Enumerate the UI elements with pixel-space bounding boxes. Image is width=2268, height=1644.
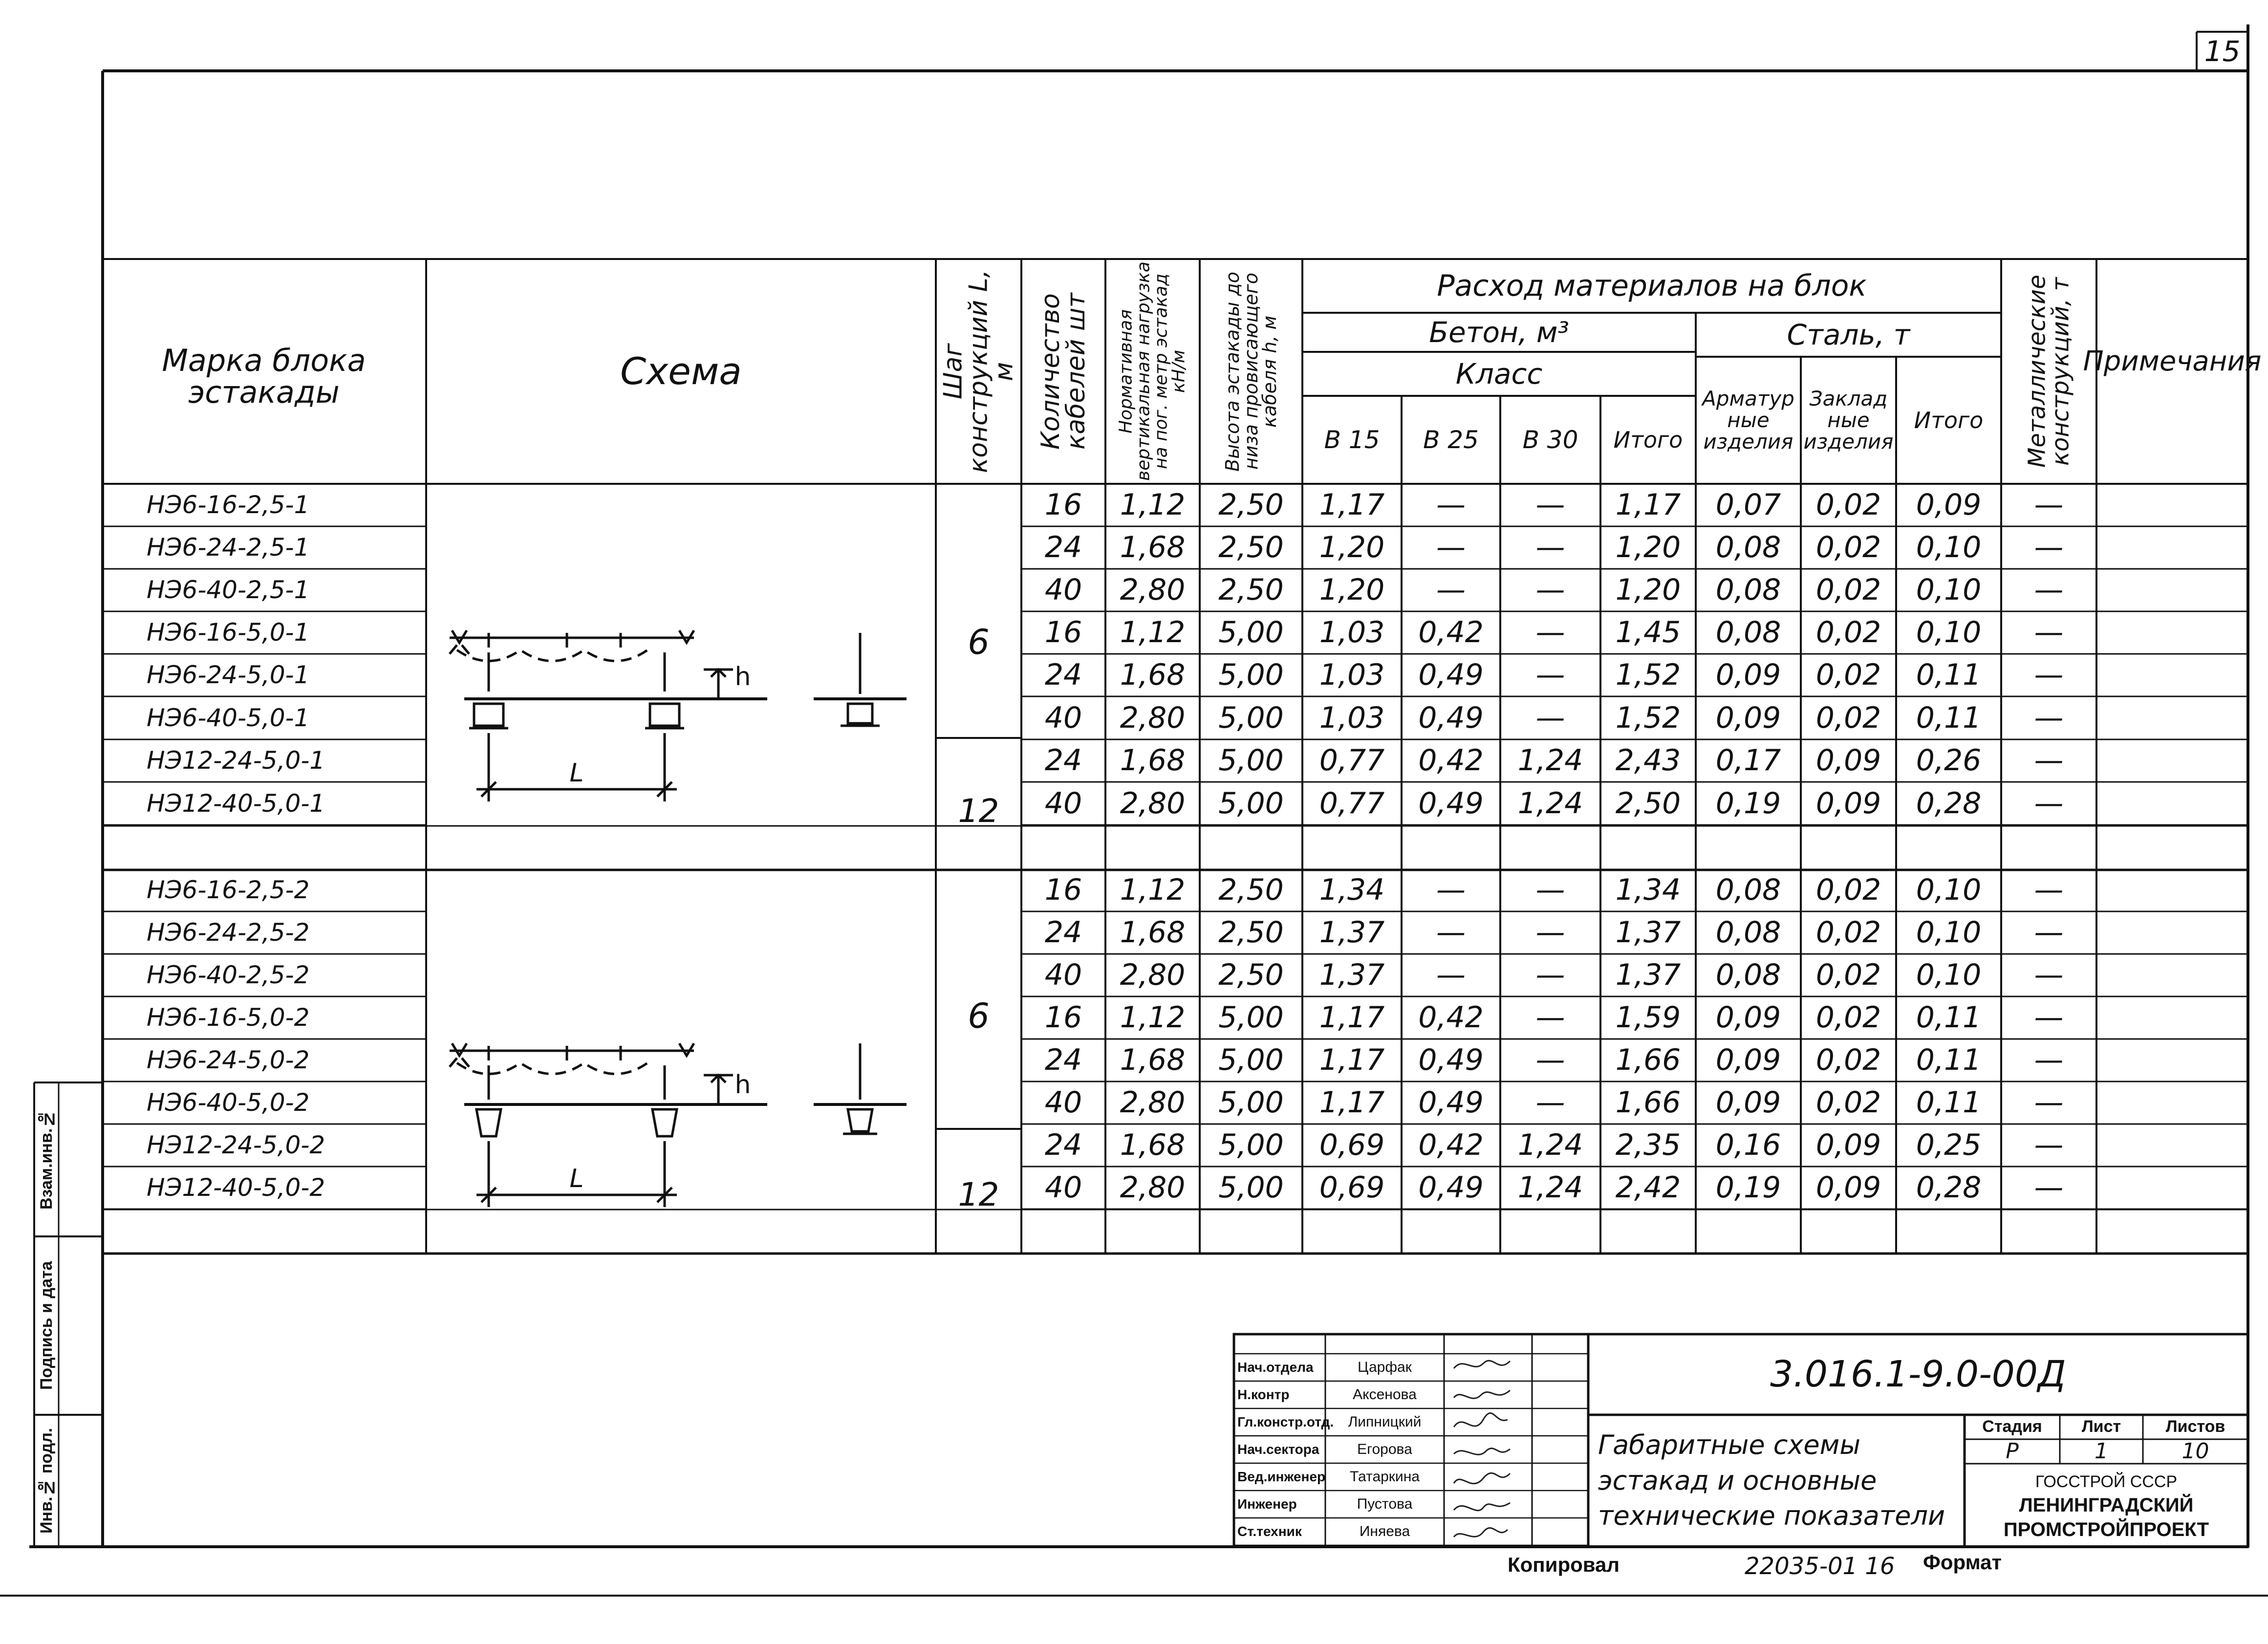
cell-met: — — [2034, 488, 2064, 522]
cell-it: 2,42 — [1615, 1170, 1681, 1205]
cell-load: 1,12 — [1120, 488, 1186, 522]
cell-reb: 0,16 — [1715, 1128, 1781, 1162]
cell-h: 2,50 — [1218, 530, 1284, 564]
cell-b15: 0,77 — [1319, 786, 1385, 821]
cell-cab: 40 — [1044, 700, 1082, 735]
cell-b15: 1,20 — [1319, 530, 1385, 564]
cell-emb: 0,02 — [1815, 658, 1881, 692]
scheme2-h-label: h — [734, 1070, 751, 1100]
cell-it — [1600, 1209, 1696, 1255]
cell-load: 2,80 — [1120, 1085, 1186, 1120]
side-inv-sub: Инв.№ подл. — [37, 1428, 56, 1534]
cell-cab: 24 — [1044, 530, 1082, 564]
cell-st: 0,28 — [1916, 786, 1982, 821]
cell-emb: 0,02 — [1815, 1000, 1881, 1035]
cell-reb — [1696, 825, 1801, 869]
cell-h: 2,50 — [1218, 573, 1284, 607]
cell-b15: 1,37 — [1319, 958, 1385, 992]
cell-emb: 0,02 — [1815, 700, 1881, 735]
cell-met: — — [2034, 1128, 2064, 1162]
cell-b25: — — [1436, 915, 1466, 950]
cell-mark: НЭ6-24-5,0-2 — [147, 1046, 310, 1075]
cell-b25: 0,42 — [1418, 1128, 1484, 1162]
cell-cab: 24 — [1044, 743, 1082, 778]
cell-b30: — — [1535, 530, 1565, 564]
cell-it: 2,35 — [1615, 1128, 1681, 1162]
cell-b25 — [1402, 825, 1500, 869]
cell-cab: 24 — [1044, 658, 1082, 692]
step-group-4: 12 — [958, 1176, 999, 1214]
cell-emb: 0,02 — [1815, 1085, 1881, 1120]
cell-b30: — — [1535, 958, 1565, 992]
cell-b25: — — [1436, 873, 1466, 907]
cell-b15: 1,34 — [1319, 873, 1385, 907]
cell-reb: 0,19 — [1715, 1170, 1781, 1205]
cell-b30: 1,24 — [1517, 743, 1583, 778]
cell-load: 2,80 — [1120, 958, 1186, 992]
cell-reb: 0,08 — [1715, 530, 1781, 564]
cell-mark: НЭ12-24-5,0-1 — [147, 746, 325, 775]
cell-reb: 0,08 — [1715, 915, 1781, 950]
signature-role: Н.контр — [1237, 1387, 1290, 1403]
cell-emb — [1801, 1209, 1896, 1255]
header-embed: Закладные изделия — [1803, 386, 1894, 454]
cell-mark — [147, 1209, 426, 1255]
cell-st: 0,09 — [1916, 488, 1982, 522]
cell-it: 1,59 — [1615, 1000, 1681, 1035]
cell-h: 5,00 — [1218, 1128, 1284, 1162]
cell-st: 0,10 — [1916, 615, 1982, 649]
cell-load: 2,80 — [1120, 573, 1186, 607]
cell-b15: 1,03 — [1319, 658, 1385, 692]
cell-emb: 0,02 — [1815, 615, 1881, 649]
cell-st: 0,10 — [1916, 573, 1982, 607]
cell-mark: НЭ12-40-5,0-2 — [147, 1173, 325, 1202]
cell-h: 2,50 — [1218, 915, 1284, 950]
cell-mark: НЭ6-16-2,5-1 — [147, 491, 310, 519]
cell-met: — — [2034, 958, 2064, 992]
cell-b25: — — [1436, 958, 1466, 992]
cell-b15: 1,37 — [1319, 915, 1385, 950]
cell-cab: 16 — [1044, 873, 1082, 907]
cell-b25: 0,49 — [1418, 700, 1484, 735]
cell-load — [1105, 1209, 1200, 1255]
cell-cab: 16 — [1044, 615, 1082, 649]
header-rebar: Арматурные изделия — [1702, 386, 1794, 454]
cell-mark: НЭ6-40-5,0-1 — [147, 703, 310, 732]
cell-b25: 0,42 — [1418, 615, 1484, 649]
cell-b15: 1,03 — [1319, 700, 1385, 735]
cell-b30: — — [1535, 1085, 1565, 1120]
header-itogo: Итого — [1613, 426, 1683, 453]
header-b30: В 30 — [1522, 425, 1578, 454]
cell-mark: НЭ6-24-2,5-2 — [147, 918, 310, 947]
cell-emb: 0,09 — [1815, 1128, 1881, 1162]
cell-mark: НЭ12-40-5,0-1 — [147, 789, 325, 818]
step-group-2: 12 — [958, 792, 999, 830]
cell-reb: 0,17 — [1715, 743, 1781, 778]
cell-met: — — [2034, 743, 2064, 778]
cell-b15: 0,69 — [1319, 1128, 1385, 1162]
cell-b30: 1,24 — [1517, 1170, 1583, 1205]
step-group-3: 6 — [968, 996, 990, 1037]
header-height: Высота эстакады до низа провисающего кабеля h, м — [1222, 271, 1280, 472]
cell-it: 2,43 — [1615, 743, 1681, 778]
cell-b15: 1,03 — [1319, 615, 1385, 649]
header-b15: В 15 — [1324, 425, 1380, 454]
org-line-1: ГОССТРОЙ СССР — [2035, 1472, 2178, 1491]
cell-mark: НЭ6-16-5,0-1 — [147, 618, 310, 647]
cell-reb: 0,19 — [1715, 786, 1781, 821]
header-scheme: Схема — [620, 349, 742, 393]
cell-emb — [1801, 825, 1896, 869]
cell-b15 — [1302, 825, 1402, 869]
scheme1-h-label: h — [734, 662, 751, 692]
org-line-3: ПРОМСТРОЙПРОЕКТ — [2003, 1519, 2209, 1540]
cell-b25: 0,42 — [1418, 1000, 1484, 1035]
cell-reb: 0,08 — [1715, 573, 1781, 607]
cell-emb: 0,09 — [1815, 786, 1881, 821]
cell-it: 1,17 — [1615, 488, 1681, 522]
cell-b15: 0,69 — [1319, 1170, 1385, 1205]
header-concrete: Бетон, м³ — [1429, 315, 1569, 349]
cell-st — [1896, 1209, 2001, 1255]
cell-b30: — — [1535, 700, 1565, 735]
copied-label: Копировал — [1508, 1553, 1620, 1577]
cell-cab: 16 — [1044, 488, 1082, 522]
cell-b25: 0,49 — [1418, 1043, 1484, 1077]
cell-b30: — — [1535, 915, 1565, 950]
cell-mark: НЭ6-40-2,5-1 — [147, 576, 310, 605]
cell-b30: — — [1535, 873, 1565, 907]
cell-cab: 40 — [1044, 958, 1082, 992]
signature-name: Аксенова — [1353, 1386, 1417, 1403]
cell-cab: 24 — [1044, 1128, 1082, 1162]
cell-h: 5,00 — [1218, 615, 1284, 649]
cell-h: 5,00 — [1218, 1085, 1284, 1120]
cell-cab: 40 — [1044, 1085, 1082, 1120]
cell-cab: 24 — [1044, 915, 1082, 950]
cell-emb: 0,02 — [1815, 873, 1881, 907]
cell-st: 0,10 — [1916, 873, 1982, 907]
cell-h: 2,50 — [1218, 958, 1284, 992]
cell-b25: — — [1436, 488, 1466, 522]
cell-it: 1,66 — [1615, 1085, 1681, 1120]
cell-met: — — [2034, 700, 2064, 735]
cell-cab: 40 — [1044, 573, 1082, 607]
cell-b30: — — [1535, 573, 1565, 607]
signature-name: Царфак — [1358, 1359, 1412, 1376]
cell-load: 1,12 — [1120, 1000, 1186, 1035]
cell-st: 0,10 — [1916, 530, 1982, 564]
sheet-label: Лист — [2081, 1417, 2121, 1436]
cell-met: — — [2034, 1043, 2064, 1077]
cell-b30: — — [1535, 488, 1565, 522]
cell-met: — — [2034, 1170, 2064, 1205]
cell-st: 0,25 — [1916, 1128, 1982, 1162]
header-step: Шаг конструкций L, м — [938, 269, 1019, 474]
signature-name: Егорова — [1357, 1441, 1412, 1458]
cell-st: 0,11 — [1916, 700, 1982, 735]
cell-reb: 0,09 — [1715, 1085, 1781, 1120]
cell-cab: 40 — [1044, 786, 1082, 821]
cell-b30 — [1500, 825, 1600, 869]
cell-emb: 0,09 — [1815, 1170, 1881, 1205]
cell-st: 0,10 — [1916, 915, 1982, 950]
header-mark: Марка блока эстакады — [162, 342, 366, 410]
cell-met: — — [2034, 1000, 2064, 1035]
cell-b15: 1,17 — [1319, 1043, 1385, 1077]
org-line-2: ЛЕНИНГРАДСКИЙ — [2019, 1494, 2194, 1516]
cell-it: 1,34 — [1615, 873, 1681, 907]
cell-it: 2,50 — [1615, 786, 1681, 821]
cell-h: 5,00 — [1218, 1170, 1284, 1205]
signature-name: Иняева — [1359, 1523, 1410, 1540]
cell-met: — — [2034, 1085, 2064, 1120]
cell-h: 5,00 — [1218, 658, 1284, 692]
cell-b30: — — [1535, 615, 1565, 649]
cell-st: 0,11 — [1916, 1043, 1982, 1077]
cell-b25 — [1402, 1209, 1500, 1255]
cell-b30: — — [1535, 1000, 1565, 1035]
cell-h: 5,00 — [1218, 786, 1284, 821]
cell-b15: 0,77 — [1319, 743, 1385, 778]
signature-role: Вед.инженер — [1237, 1469, 1326, 1485]
cell-b15: 1,17 — [1319, 1000, 1385, 1035]
cell-load: 1,12 — [1120, 615, 1186, 649]
cell-b15: 1,20 — [1319, 573, 1385, 607]
cell-cab: 16 — [1044, 1000, 1082, 1035]
cell-emb: 0,02 — [1815, 1043, 1881, 1077]
header-class: Класс — [1455, 357, 1543, 390]
cell-mark: НЭ6-16-2,5-2 — [147, 876, 310, 905]
signature-name: Липницкий — [1348, 1414, 1422, 1430]
cell-h: 5,00 — [1218, 700, 1284, 735]
cell-reb: 0,08 — [1715, 958, 1781, 992]
cell-cab: 40 — [1044, 1170, 1082, 1205]
cell-reb: 0,08 — [1715, 873, 1781, 907]
cell-b30: 1,24 — [1517, 786, 1583, 821]
cell-st: 0,26 — [1916, 743, 1982, 778]
cell-load: 1,12 — [1120, 873, 1186, 907]
cell-it: 1,45 — [1615, 615, 1681, 649]
sheets-label: Листов — [2165, 1417, 2225, 1436]
cell-met: — — [2034, 873, 2064, 907]
cell-met: — — [2034, 786, 2064, 821]
cell-met: — — [2034, 573, 2064, 607]
cell-mark: НЭ6-40-2,5-2 — [147, 961, 310, 990]
signature-name: Пустова — [1357, 1496, 1413, 1513]
header-metal: Металлические конструкций, т — [2023, 275, 2074, 468]
scheme1-L-label: L — [569, 758, 584, 788]
cell-b25: — — [1436, 573, 1466, 607]
cell-b30: — — [1535, 658, 1565, 692]
cell-emb: 0,09 — [1815, 743, 1881, 778]
cell-it: 1,37 — [1615, 958, 1681, 992]
cell-st: 0,11 — [1916, 1000, 1982, 1035]
signature-role: Гл.констр.отд. — [1237, 1414, 1334, 1430]
cell-h: 5,00 — [1218, 1043, 1284, 1077]
cell-b25: 0,49 — [1418, 658, 1484, 692]
stage-value: Р — [2006, 1438, 2019, 1464]
sheets-value: 10 — [2182, 1438, 2209, 1464]
header-load: Нормативная вертикальная нагрузка на пог. метр эстакад кН/м — [1116, 261, 1189, 481]
cell-met: — — [2034, 615, 2064, 649]
signature-role: Инженер — [1237, 1496, 1297, 1512]
signature-role: Ст.техник — [1237, 1524, 1302, 1539]
cell-it: 1,52 — [1615, 700, 1681, 735]
cell-emb: 0,02 — [1815, 958, 1881, 992]
cell-mark: НЭ6-24-5,0-1 — [147, 661, 310, 690]
cell-load: 1,68 — [1120, 1043, 1186, 1077]
doc-title: Габаритные схемы эстакад и основные технические показатели — [1598, 1429, 1945, 1532]
cell-met: — — [2034, 915, 2064, 950]
cell-met — [2001, 825, 2096, 869]
header-steel-itogo: Итого — [1914, 407, 1984, 433]
cell-emb: 0,02 — [1815, 915, 1881, 950]
cell-met: — — [2034, 658, 2064, 692]
cell-h: 2,50 — [1218, 488, 1284, 522]
cell-emb: 0,02 — [1815, 573, 1881, 607]
cell-h — [1200, 1209, 1302, 1255]
cell-b15 — [1302, 1209, 1402, 1255]
cell-b15: 1,17 — [1319, 1085, 1385, 1120]
header-b25: В 25 — [1423, 425, 1479, 454]
cell-reb: 0,09 — [1715, 700, 1781, 735]
format-label: Формат — [1923, 1551, 2002, 1574]
cell-b25: 0,49 — [1418, 1170, 1484, 1205]
cell-mark: НЭ6-24-2,5-1 — [147, 533, 310, 562]
cell-cab — [1021, 1209, 1105, 1255]
cell-h: 5,00 — [1218, 1000, 1284, 1035]
cell-emb: 0,02 — [1815, 530, 1881, 564]
cell-it: 1,52 — [1615, 658, 1681, 692]
cell-mark: НЭ6-16-5,0-2 — [147, 1003, 310, 1032]
cell-st: 0,10 — [1916, 958, 1982, 992]
stage-label: Стадия — [1982, 1417, 2042, 1436]
cell-h — [1200, 825, 1302, 869]
cell-st: 0,11 — [1916, 1085, 1982, 1120]
doc-code: 3.016.1-9.0-00Д — [1770, 1353, 2066, 1395]
header-notes: Примечания — [2083, 345, 2262, 377]
cell-reb: 0,07 — [1715, 488, 1781, 522]
step-group-1: 6 — [968, 622, 990, 663]
cell-it: 1,37 — [1615, 915, 1681, 950]
cell-load: 1,68 — [1120, 743, 1186, 778]
scheme2-L-label: L — [569, 1164, 584, 1194]
header-consumption: Расход материалов на блок — [1437, 268, 1867, 303]
cell-b15: 1,17 — [1319, 488, 1385, 522]
signature-role: Нач.сектора — [1237, 1442, 1319, 1457]
cell-b25: 0,42 — [1418, 743, 1484, 778]
signature-name: Татаркина — [1350, 1469, 1420, 1485]
cell-reb: 0,09 — [1715, 1000, 1781, 1035]
cell-load: 1,68 — [1120, 658, 1186, 692]
cell-b25: 0,49 — [1418, 786, 1484, 821]
cell-cab: 24 — [1044, 1043, 1082, 1077]
cell-it: 1,20 — [1615, 530, 1681, 564]
cell-b30 — [1500, 1209, 1600, 1255]
cell-load: 1,68 — [1120, 915, 1186, 950]
header-cables: Количество кабелей шт — [1036, 293, 1091, 450]
cell-st: 0,28 — [1916, 1170, 1982, 1205]
cell-reb: 0,09 — [1715, 658, 1781, 692]
cell-load: 2,80 — [1120, 786, 1186, 821]
cell-it — [1600, 825, 1696, 869]
cell-mark — [147, 825, 426, 869]
header-steel: Сталь, т — [1787, 318, 1910, 351]
cell-met: — — [2034, 530, 2064, 564]
cell-load: 2,80 — [1120, 700, 1186, 735]
cell-load: 2,80 — [1120, 1170, 1186, 1205]
cell-load — [1105, 825, 1200, 869]
cell-h: 5,00 — [1218, 743, 1284, 778]
cell-reb: 0,08 — [1715, 615, 1781, 649]
cell-emb: 0,02 — [1815, 488, 1881, 522]
cell-b25: — — [1436, 530, 1466, 564]
signature-role: Нач.отдела — [1237, 1360, 1314, 1375]
cell-st: 0,11 — [1916, 658, 1982, 692]
side-sign-date: Подпись и дата — [37, 1261, 56, 1390]
cell-h: 2,50 — [1218, 873, 1284, 907]
cell-reb — [1696, 1209, 1801, 1255]
sheet-number: 15 — [2204, 34, 2241, 68]
cell-b25: 0,49 — [1418, 1085, 1484, 1120]
cell-cab — [1021, 825, 1105, 869]
cell-b30: — — [1535, 1043, 1565, 1077]
cell-load: 1,68 — [1120, 1128, 1186, 1162]
copy-number: 22035-01 16 — [1745, 1552, 1895, 1580]
cell-st — [1896, 825, 2001, 869]
cell-it: 1,20 — [1615, 573, 1681, 607]
cell-mark: НЭ12-24-5,0-2 — [147, 1131, 325, 1160]
cell-reb: 0,09 — [1715, 1043, 1781, 1077]
cell-met — [2001, 1209, 2096, 1255]
cell-b30: 1,24 — [1517, 1128, 1583, 1162]
cell-mark: НЭ6-40-5,0-2 — [147, 1088, 310, 1117]
cell-it: 1,66 — [1615, 1043, 1681, 1077]
sheet-value: 1 — [2095, 1438, 2108, 1464]
cell-load: 1,68 — [1120, 530, 1186, 564]
side-vz-inv: Взам.инв.№ — [37, 1109, 56, 1210]
